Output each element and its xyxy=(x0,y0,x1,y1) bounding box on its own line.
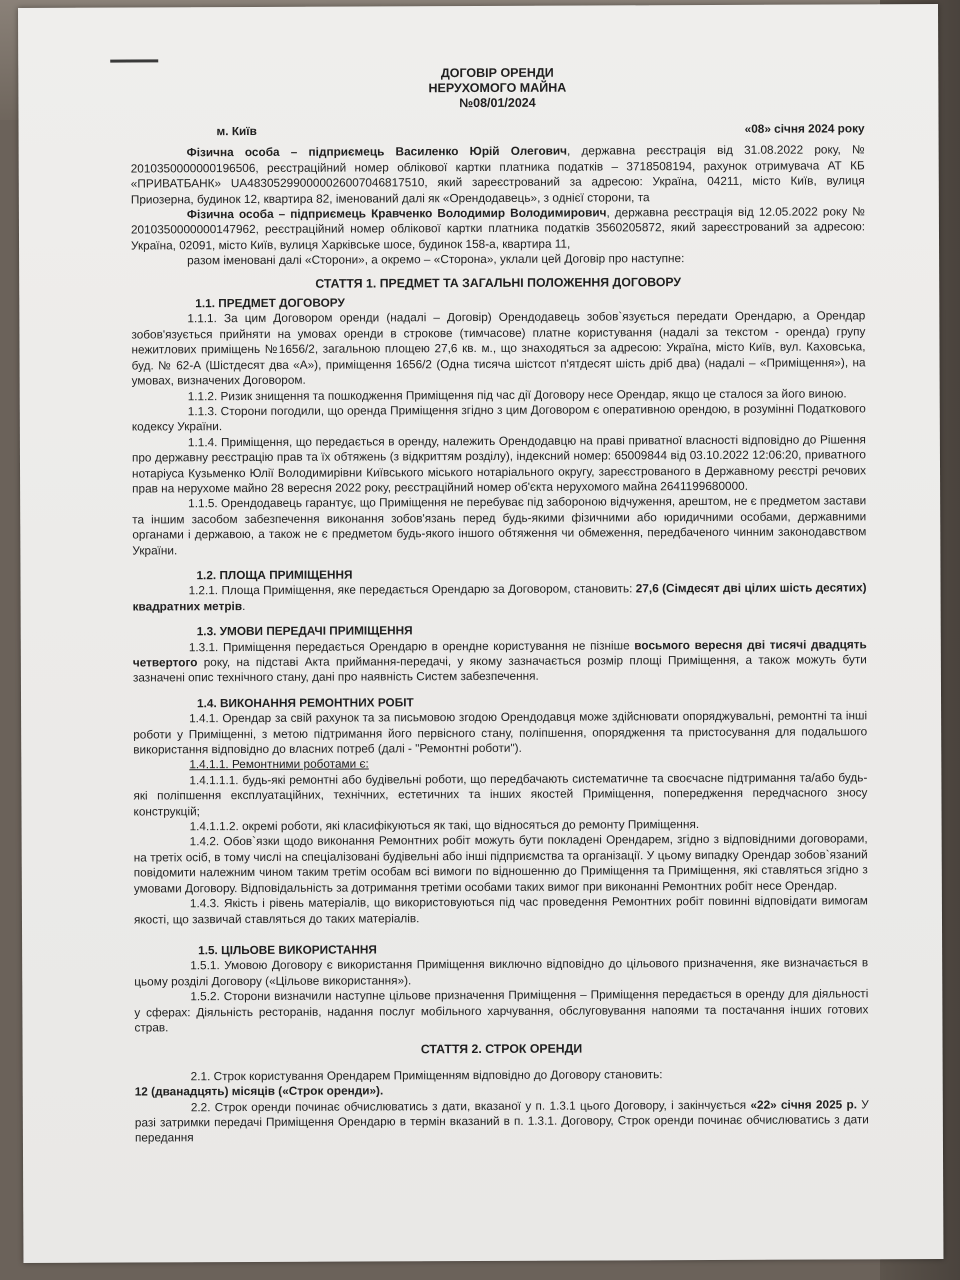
clause-1-2-1-end: . xyxy=(242,598,246,613)
clause-2-1-term-text: 12 (дванадцять) місяців («Строк оренди»). xyxy=(134,1083,384,1099)
clause-1-1-2: 1.1.2. Ризик знищення та пошкодження Приміщення під час дії Договору несе Орендар, якщо це сталося за його виною. xyxy=(187,385,847,403)
title-line-2: НЕРУХОМОГО МАЙНА xyxy=(428,80,567,96)
clause-1-4-1-1-2: 1.4.1.1.2. окремі роботи, які класифікуються як такі, що відносяться до ремонту Приміщення. xyxy=(189,817,700,834)
clause-2-2 xyxy=(135,1097,869,1146)
page-mark xyxy=(110,59,158,62)
party-2-name: Фізична особа – підприємець Кравченко Володимир Володимирович xyxy=(186,205,607,222)
clause-1-4-2: 1.4.2. Обов`язки щодо виконання Ремонтних робіт можуть бути покладені Орендарем, згідно з відповідними договорами, на третіх осіб, в тому числі на спеціалізовані будівельні або інші підприємства та організації. У цьому випадку Орендар зобов`язаний повідомити належним чином таким третім особам всі вимоги по відношенню до Приміщення та Приміщення, які ставляться згідно з умовами Договору. Відповідальність за дотримання третіми особами таких вимог при виконанні Ремонтних робіт несе Орендар. xyxy=(133,831,868,896)
clause-1-5-2: 1.5.2. Сторони визначили наступне цільове призначення Приміщення – Приміщення передається в оренду для діяльності у сферах: Діяльність ресторанів, надання послуг мобільного харчування, обслуговування напоями та постачання інших готових страв. xyxy=(134,986,869,1035)
document-title xyxy=(130,64,864,112)
clause-1-3-1 xyxy=(133,637,867,686)
clause-1-2-1-area: 27,6 (Сімдесят дві цілих шість десятих) квадратних метрів xyxy=(132,580,867,614)
clause-1-3-1-rest: року, на підставі Акта приймання-передачі, у якому зазначається розмір площі Приміщення, а також можуть бути зазначені опис технічного стану, дані про наявність Систем забезпечення. xyxy=(132,652,867,685)
party-1 xyxy=(131,143,865,208)
clause-1-2-1 xyxy=(133,581,867,615)
section-1-5-heading: 1.5. ЦІЛЬОВЕ ВИКОРИСТАННЯ xyxy=(198,942,377,958)
clause-1-4-1-1-text: 1.4.1.1. Ремонтними роботами є: xyxy=(189,756,369,772)
clause-1-1-4: 1.1.4. Приміщення, що передається в оренду, належить Орендодавцю на праві приватної власності відповідно до Рішення про державну реєстрацію прав та їх обтяжень (з відкриттям розділу), індексний номер: 65009844 від 03.10.2022 12:06:20, приватного нотаріуса Кузьменко Юлії Володимирівни Київського міського нотаріального округу, зареєстрованого в Державному реєстрі речових прав на нерухоме майно 28 вересня 2022 року, реєстраційний номер об'єкта нерухомого майна 2641199680000. xyxy=(131,432,867,496)
clause-1-3-1-text: 1.3.1. Приміщення передається Орендарю в орендне користування не пізніше xyxy=(188,637,635,654)
clause-2-2-rest: У разі затримки передачі Приміщення Орендарю в термін вказаний в п. 1.3.1. Договору, Строк оренди починає обчислюватись з дати передання xyxy=(134,1096,869,1145)
contract-city: м. Київ xyxy=(216,123,257,139)
clause-1-1-1: 1.1.1. За цим Договором оренди (надалі – Договір) Орендодавець зобов`язується передати Орендарю, а Орендар зобов'язується прийняти на умовах оренди в строкове (тимчасове) платне користування (надалі за текстом - оренда) групу нежитлових приміщень №1656/2, загальною площею 27,6 кв. м., що знаходяться за адресою: Україна, місто Київ, вул. Каховська, буд. № 62-А (Шістдесят два «А»), приміщення 1656/2 (Одна тисяча шістсот п'ятдесят шість дріб два) (надалі – «Приміщення»), на умовах, визначених Договором. xyxy=(131,308,866,388)
article-1-heading: СТАТТЯ 1. ПРЕДМЕТ ТА ЗАГАЛЬНІ ПОЛОЖЕННЯ ДОГОВОРУ xyxy=(315,274,682,291)
title-line-1: ДОГОВІР ОРЕНДИ xyxy=(440,65,554,81)
section-1-2-heading: 1.2. ПЛОЩА ПРИМІЩЕННЯ xyxy=(196,567,353,583)
section-1-4-heading: 1.4. ВИКОНАННЯ РЕМОНТНИХ РОБІТ xyxy=(197,695,414,711)
clause-1-5-1: 1.5.1. Умовою Договору є використання Приміщення виключно відповідно до цільового призначення, яке визначається в цьому розділі Договору («Цільове використання»). xyxy=(134,955,869,989)
party-2-details: , державна реєстрація від 12.05.2022 року № 2010350000000147962, реєстраційний номер облікової картки платника податків 3560205872, який зареєстрований за адресою: Україна, 02091, місто Київ, вулиця Харківське шосе, будинок 158-а, квартира 11, xyxy=(130,204,865,253)
clause-1-4-3: 1.4.3. Якість і рівень матеріалів, що використовуються під час проведення Ремонтних робіт повинні відповідати вимогам якості, що зазвичай ставляться до таких матеріалів. xyxy=(133,893,868,927)
contract-body xyxy=(130,64,869,1146)
parties-together: разом іменовані далі «Сторони», а окремо – «Сторона», уклали цей Договір про наступне: xyxy=(187,251,685,268)
clause-2-1: 2.1. Строк користування Орендарем Приміщенням відповідно до Договору становить: xyxy=(190,1066,663,1084)
clause-2-2-date: «22» січня 2025 р. xyxy=(750,1096,858,1112)
party-1-details: , державна реєстрація від 31.08.2022 року, № 2010350000000196506, реєстраційний номер облікової картки платника податків – 3718508194, рахунок отримувача АТ КБ «ПРИВАТБАНК» UA483052990000026007046817510, який зареєстрований за адресою: Україна, 04211, місто Київ, вулиця Приозерна, будинок 12, квартира 82, іменований далі як «Орендодавець», з однієї сторони, та xyxy=(130,142,865,207)
article-2-heading: СТАТТЯ 2. СТРОК ОРЕНДИ xyxy=(420,1041,583,1057)
clause-1-2-1-text: 1.2.1. Площа Приміщення, яке передається Орендарю за Договором, становить: xyxy=(188,581,636,598)
party-2 xyxy=(131,204,865,253)
contract-date: «08» січня 2024 року xyxy=(744,121,865,136)
clause-1-4-1-1-1: 1.4.1.1.1. будь-які ремонтні або будівельні роботи, що передбачають систематичне та своєчасне підтримання та/або будь-які поліпшення експлуатаційних, технічних, естетичних та інших якостей Приміщення, попередження передчасного зносу конструкцій; xyxy=(133,770,868,819)
party-1-name: Фізична особа – підприємець Василенко Юрій Олегович xyxy=(186,144,568,160)
document-page xyxy=(18,4,943,1263)
clause-1-3-1-date: восьмого вересня дві тисячі двадцять четвертого xyxy=(132,636,867,670)
clause-1-1-3: 1.1.3. Сторони погодили, що оренда Приміщення згідно з цим Договором є оперативною орендою, в розумінні Податкового кодексу України. xyxy=(131,401,866,434)
clause-1-1-5: 1.1.5. Орендодавець гарантує, що Приміщення не перебуває під забороною відчуження, арештом, не є предметом застави та іншим засобом забезпечення виконання зобов'язань перед будь-якими фізичними або юридичними особами, державними органами і державою, а також не є предметом будь-якого іншого обтяження чи обмеження, передбаченого чинним законодавством України. xyxy=(132,493,867,558)
clause-1-4-1: 1.4.1. Орендар за свій рахунок та за письмовою згодою Орендодавця може здійснювати опоряджувальні, ремонтні та інші роботи у Приміщенні, з метою підтримання його первісного стану, поліпшення, опорядження та пристосування для подальшого використання відповідно до власних потреб (далі - "Ремонтні роботи"). xyxy=(133,708,868,757)
section-1-1-heading: 1.1. ПРЕДМЕТ ДОГОВОРУ xyxy=(195,295,345,311)
place-date-row xyxy=(131,121,865,140)
clause-2-2-text: 2.2. Строк оренди починає обчислюватись з дати, вказаної у п. 1.3.1 цього Договору, і закінчується xyxy=(190,1097,751,1114)
section-1-3-heading: 1.3. УМОВИ ПЕРЕДАЧІ ПРИМІЩЕННЯ xyxy=(196,623,413,639)
title-line-3: №08/01/2024 xyxy=(459,95,536,111)
